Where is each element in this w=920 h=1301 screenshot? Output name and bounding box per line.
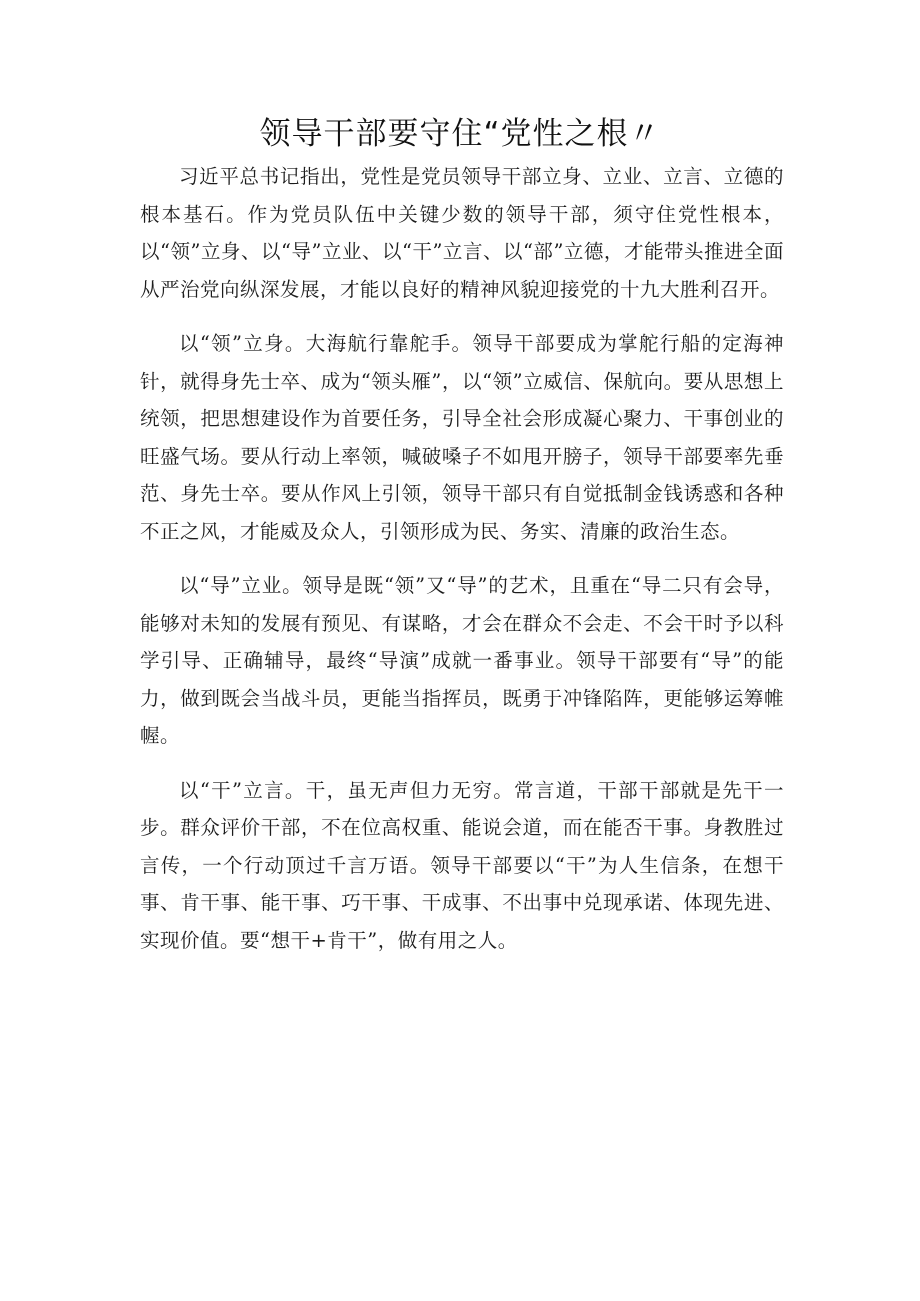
document-body (140, 158, 784, 976)
paragraph-ling: 以“领”立身。大海航行靠舵手。领导干部要成为掌舵行船的定海神针，就得身先士卒、成为“领头雁”，以“领”立威信、保航向。要从思想上统领，把思想建设作为首要任务，引导全社会形成凝心聚力、干事创业的旺盛气场。要从行动上率领，喊破嗓子不如甩开膀子，领导干部要率先垂范、身先士卒。要从作风上引领，领导干部只有自觉抵制金钱诱惑和各种不正之风，才能威及众人，引领形成为民、务实、清廉的政治生态。 (140, 332, 784, 543)
document-title: 领导干部要守住“党性之根〃 (259, 116, 661, 152)
paragraph-intro: 习近平总书记指出，党性是党员领导干部立身、立业、立言、立德的根本基石。作为党员队伍中关键少数的领导干部，须守住党性根本，以“领”立身、以“导”立业、以“干”立言、以“部”立德，才能带头推进全面从严治党向纵深发展，才能以良好的精神风貌迎接党的十九大胜利召开。 (140, 165, 784, 301)
paragraph-gan: 以“干”立言。干，虽无声但力无穷。常言道，干部干部就是先干一步。群众评价干部，不在位高权重、能说会道，而在能否干事。身教胜过言传，一个行动顶过千言万语。领导干部要以“干”为人生信条，在想干事、肯干事、能干事、巧干事、干成事、不出事中兑现承诺、体现先进、实现价值。要“想干+肯干”，做有用之人。 (140, 778, 784, 952)
paragraph-dao: 以“导”立业。领导是既“领”又“导”的艺术，且重在“导二只有会导，能够对未知的发展有预见、有谋略，才会在群众不会走、不会干时予以科学引导、正确辅导，最终“导演”成就一番事业。领导干部要有“导”的能力，做到既会当战斗员，更能当指挥员，既勇于冲锋陷阵，更能够运筹帷幄。 (140, 574, 784, 747)
